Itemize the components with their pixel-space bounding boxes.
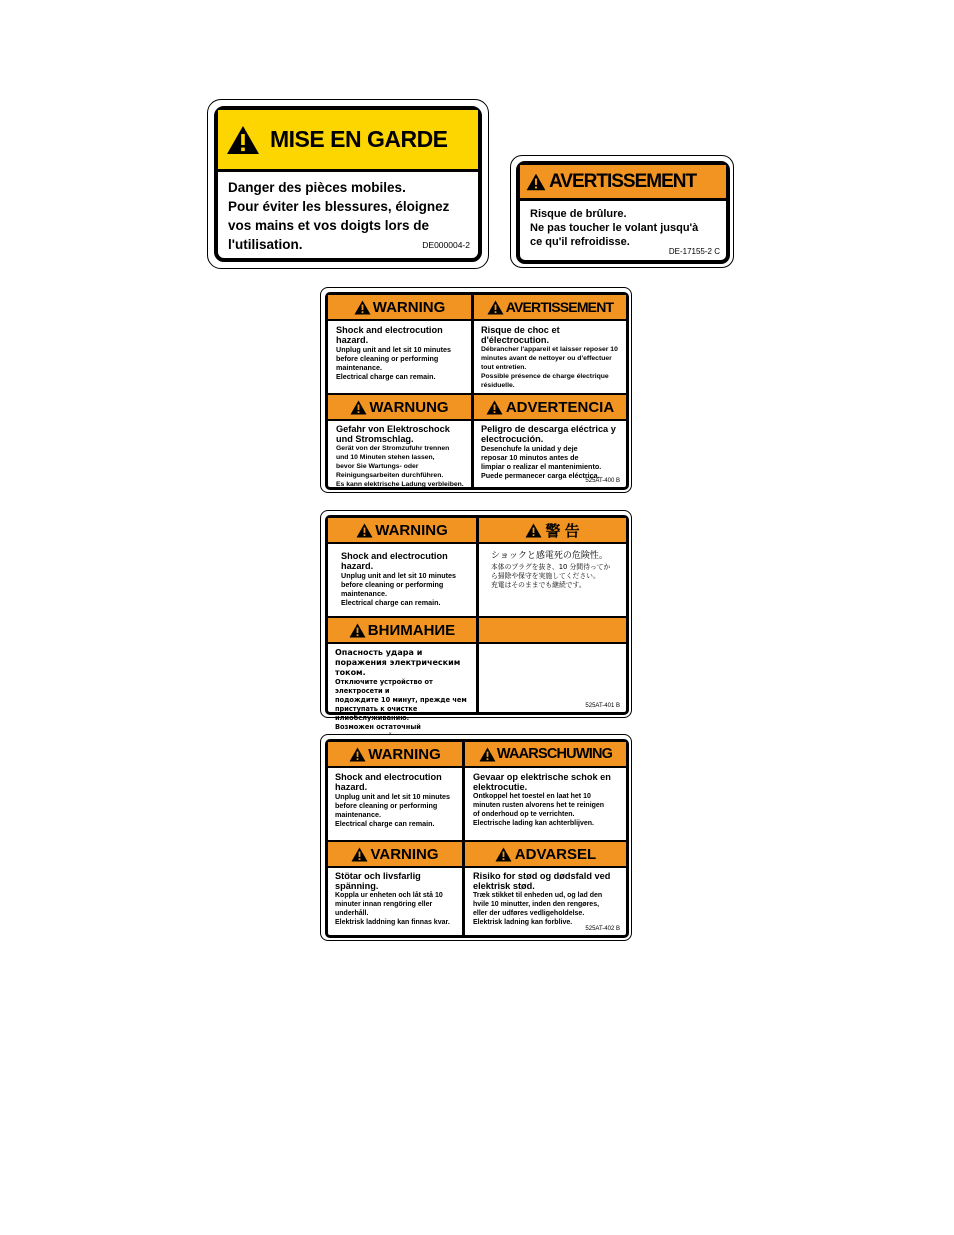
warning-triangle-icon xyxy=(487,300,504,315)
label-body xyxy=(530,207,730,249)
warning-triangle-icon xyxy=(351,847,368,862)
warning-triangle-icon xyxy=(495,847,512,862)
warning-triangle-icon xyxy=(226,125,260,155)
cell-header: WARNUNG xyxy=(328,395,471,419)
cell-header: VARNING xyxy=(328,842,462,866)
label-title: AVERTISSEMENT xyxy=(549,170,697,192)
label-code: 525AT-402 B xyxy=(585,926,620,932)
cell-header-empty xyxy=(479,618,626,642)
cell-body: Risiko for stød og dødsfald ved elektrisk stød. Træk stikket til enheden ud, og lad den hvile 10 minutter, inden den rengøres, eller der udføres vedligeholdelse. Elektrisk ladning kan forblive. xyxy=(473,871,611,926)
cell-body: Shock and electrocution hazard. Unplug unit and let sit 10 minutes before cleaning or performing maintenance. Electrical charge can remain. xyxy=(341,551,457,607)
cell-body: ショックと感電死の危険性。 本体のプラグを抜き、10 分間待ってか ら掃除や保守を実施してください。 充電はそのままでも継続です。 xyxy=(491,551,611,589)
label-code: 525AT-400 B xyxy=(585,478,620,484)
cell-body: Stötar och livsfarlig spänning. Koppla ur enheten och låt stå 10 minuter innan rengöring eller underhåll. Elektrisk laddning kan finnas kvar. xyxy=(335,871,450,926)
body-line: l'utilisation. xyxy=(228,237,303,252)
cell-body: Peligro de descarga eléctrica y electrocución. Desenchufe la unidad y deje reposar 10 minutos antes de limpiar o realizar el mantenimiento. Puede permanecer carga eléctrica. xyxy=(481,424,616,480)
cell-header: AVERTISSEMENT xyxy=(474,295,626,319)
label-grid-2 xyxy=(320,510,632,731)
cell-header: WARNING xyxy=(328,518,476,542)
warning-triangle-icon xyxy=(349,747,366,762)
cell-header: ADVERTENCIA xyxy=(474,395,626,419)
cell-body: Gefahr von Elektroschock und Stromschlag. Gerät von der Stromzufuhr trennen und 10 Minuten stehen lassen, bevor Sie Wartungs- oder Reinigungsarbeiten durchführen. Es kann elektrische Ladung verbleiben. xyxy=(336,424,464,488)
body-line: vos mains et vos doigts lors de xyxy=(228,218,430,233)
label-grid-1 xyxy=(320,287,632,493)
warning-triangle-icon xyxy=(354,300,371,315)
cell-header: WARNING xyxy=(328,742,462,766)
label-header xyxy=(520,165,726,201)
cell-body: Gevaar op elektrische schok en elektrocutie. Ontkoppel het toestel en laat het 10 minuten rusten alvorens het te reinigen of onderhoud op te verrichten. Electrische lading kan achterblijven. xyxy=(473,772,611,827)
warning-triangle-icon xyxy=(350,400,367,415)
cell-header: WAARSCHUWING xyxy=(465,742,626,766)
body-line: Ne pas toucher le volant jusqu'à xyxy=(530,222,699,234)
cell-body: Risque de choc et d'électrocution. Débrancher l'appareil et laisser reposer 10 minutes avant de nettoyer ou d'effectuer tout entretien. Possible présence de charge électrique résiduelle. xyxy=(481,325,618,389)
warning-triangle-icon xyxy=(479,747,496,762)
cell-body: Shock and electrocution hazard. Unplug unit and let sit 10 minutes before cleaning or performing maintenance. Electrical charge can remain. xyxy=(336,325,452,381)
warning-triangle-icon xyxy=(356,523,373,538)
warning-triangle-icon xyxy=(526,173,546,191)
label-avertissement xyxy=(510,155,734,268)
label-mise-en-garde xyxy=(207,99,489,269)
cell-body: Опасность удара и поражения электрическим током. Отключите устройство от электросети и подождите 10 минут, прежде чем приступать к очистке илиобслуживанию. Возможен остаточный xyxy=(335,648,467,731)
cell-body: Shock and electrocution hazard. Unplug unit and let sit 10 minutes before cleaning or performing maintenance. Electrical charge can remain. xyxy=(335,772,451,828)
cell-header: ADVARSEL xyxy=(465,842,626,866)
cell-header: ВНИМАНИЕ xyxy=(328,618,476,642)
label-header xyxy=(218,110,478,172)
label-code: DE000004-2 xyxy=(422,240,470,250)
cell-header: WARNING xyxy=(328,295,471,319)
body-line: ce qu'il refroidisse. xyxy=(530,236,630,248)
label-code: DE-17155-2 C xyxy=(668,247,720,256)
body-line: Pour éviter les blessures, éloignez xyxy=(228,199,450,214)
warning-triangle-icon xyxy=(486,400,503,415)
warning-triangle-icon xyxy=(525,523,542,538)
body-line: Danger des pièces mobiles. xyxy=(228,180,406,195)
cell-header: 警 告 xyxy=(479,518,626,542)
label-code: 525AT-401 B xyxy=(585,703,620,709)
label-grid-3 xyxy=(320,734,632,941)
label-title: MISE EN GARDE xyxy=(270,126,448,152)
warning-triangle-icon xyxy=(349,623,366,638)
body-line: Risque de brûlure. xyxy=(530,208,627,220)
